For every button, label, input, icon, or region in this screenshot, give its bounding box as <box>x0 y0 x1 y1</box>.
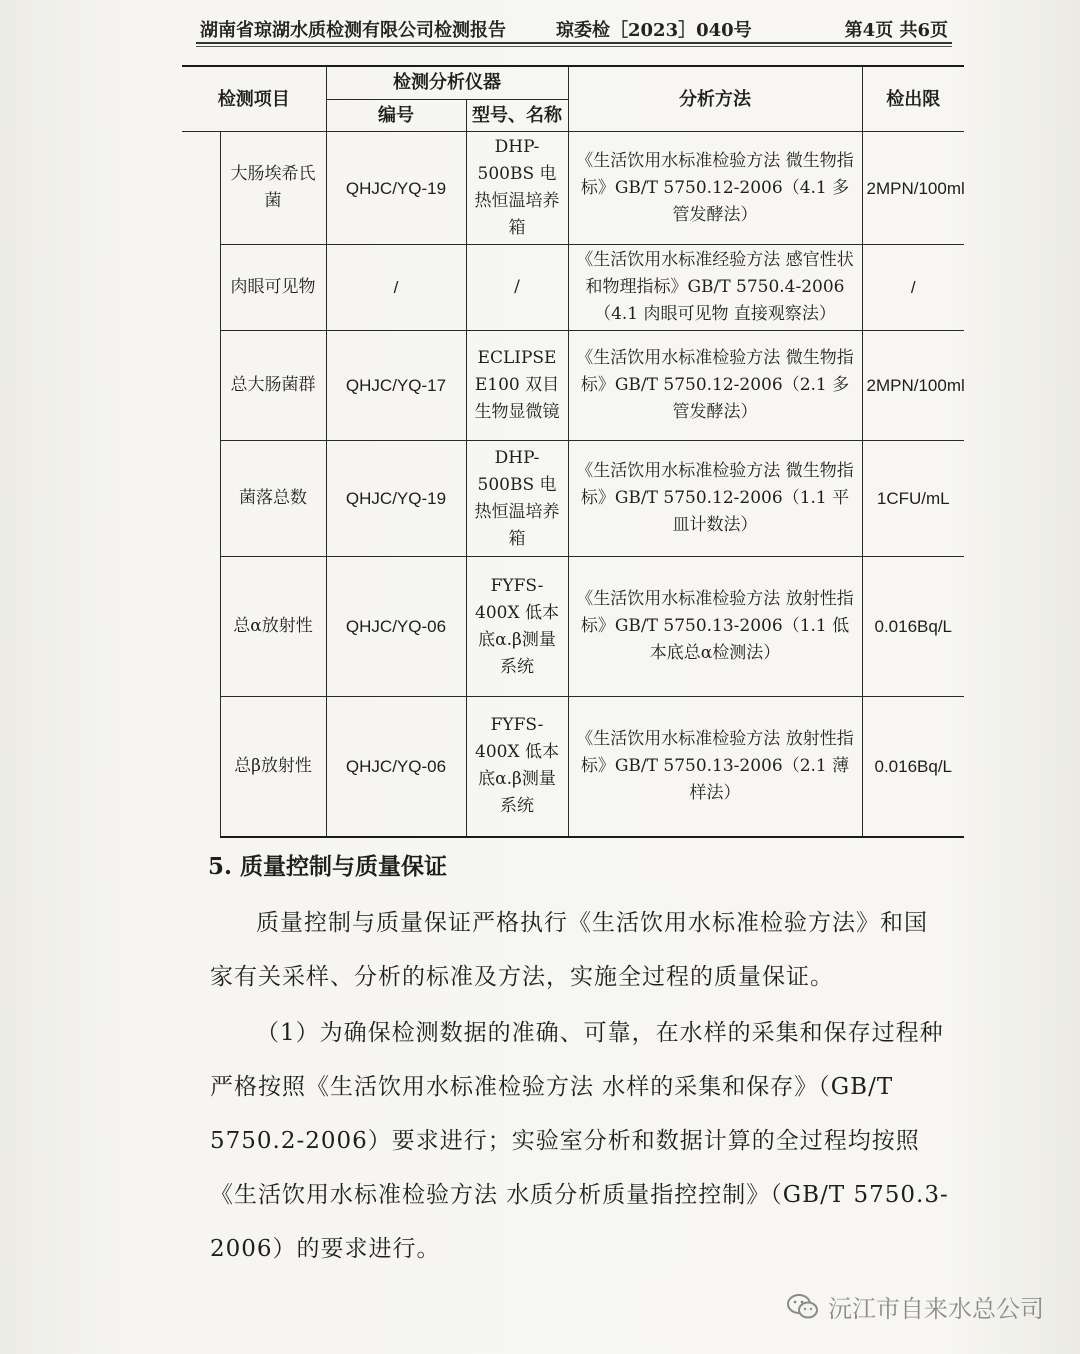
code-cell: QHJC/YQ-19 <box>326 441 466 557</box>
method-cell: 《生活饮用水标准检验方法 放射性指标》GB/T 5750.13-2006（1.1 低本底总α检测法） <box>568 557 862 697</box>
section-title: 5. 质量控制与质量保证 <box>208 853 448 880</box>
page-info: 第4页 共6页 <box>844 20 948 41</box>
limit-cell: / <box>862 245 964 331</box>
watermark <box>786 1289 1044 1324</box>
code-cell: QHJC/YQ-06 <box>326 697 466 837</box>
method-cell: 《生活饮用水标准检验方法 微生物指标》GB/T 5750.12-2006（2.1 多管发酵法） <box>568 331 862 441</box>
table-row <box>182 132 964 245</box>
model-cell: DHP-500BS 电热恒温培养箱 <box>466 132 568 245</box>
header-limit: 检出限 <box>862 66 964 132</box>
table-row <box>182 331 964 441</box>
code-cell: QHJC/YQ-17 <box>326 331 466 441</box>
report-number: 琼委检［2023］040号 <box>556 20 752 41</box>
code-cell: QHJC/YQ-19 <box>326 132 466 245</box>
limit-cell: 0.016Bq/L <box>862 697 964 837</box>
header-divider-thin <box>196 46 952 47</box>
method-cell: 《生活饮用水标准检验方法 放射性指标》GB/T 5750.13-2006（2.1 薄样法） <box>568 697 862 837</box>
table-row <box>182 441 964 557</box>
item-cell: 总大肠菌群 <box>220 331 326 441</box>
header-code: 编号 <box>326 99 466 132</box>
header-item: 检测项目 <box>182 66 326 132</box>
paragraph: （1）为确保检测数据的准确、可靠，在水样的采集和保存过程种严格按照《生活饮用水标准检验方法 水样的采集和保存》（GB/T 5750.2-2006）要求进行；实验室分析和数据计算的全过程均按照《生活饮用水标准检验方法 水质分析质量指控控制》（GB/T 5750.3-2006）的要求进行。 <box>210 1020 949 1262</box>
limit-cell: 2MPN/100ml <box>862 132 964 245</box>
header-divider <box>196 42 952 44</box>
table-row <box>182 557 964 697</box>
paragraph: 质量控制与质量保证严格执行《生活饮用水标准检验方法》和国家有关采样、分析的标准及方法，实施全过程的质量保证。 <box>210 910 928 990</box>
item-cell: 总β放射性 <box>220 697 326 837</box>
page-header <box>200 10 948 40</box>
wechat-icon <box>786 1293 820 1321</box>
item-cell: 肉眼可见物 <box>220 245 326 331</box>
model-cell: FYFS-400X 低本底α.β测量系统 <box>466 557 568 697</box>
code-cell: QHJC/YQ-06 <box>326 557 466 697</box>
company-title: 湖南省琼湖水质检测有限公司检测报告 <box>200 20 506 41</box>
item-cell: 菌落总数 <box>220 441 326 557</box>
table-row <box>182 245 964 331</box>
limit-cell: 1CFU/mL <box>862 441 964 557</box>
model-cell: FYFS-400X 低本底α.β测量系统 <box>466 697 568 837</box>
item-cell: 大肠埃希氏菌 <box>220 132 326 245</box>
table-row <box>182 697 964 837</box>
row-indent <box>182 132 220 837</box>
code-cell: / <box>326 245 466 331</box>
model-cell: DHP-500BS 电热恒温培养箱 <box>466 441 568 557</box>
limit-cell: 0.016Bq/L <box>862 557 964 697</box>
model-cell: / <box>466 245 568 331</box>
item-cell: 总α放射性 <box>220 557 326 697</box>
limit-cell: 2MPN/100ml <box>862 331 964 441</box>
test-method-table <box>182 65 964 838</box>
method-cell: 《生活饮用水标准检验方法 微生物指标》GB/T 5750.12-2006（4.1 多管发酵法） <box>568 132 862 245</box>
header-model: 型号、名称 <box>466 99 568 132</box>
watermark-text: 沅江市自来水总公司 <box>828 1295 1044 1323</box>
header-instrument: 检测分析仪器 <box>326 66 568 99</box>
header-method: 分析方法 <box>568 66 862 132</box>
method-cell: 《生活饮用水标准检验方法 微生物指标》GB/T 5750.12-2006（1.1 平皿计数法） <box>568 441 862 557</box>
method-cell: 《生活饮用水标准经验方法 感官性状和物理指标》GB/T 5750.4-2006（4.1 肉眼可见物 直接观察法） <box>568 245 862 331</box>
model-cell: ECLIPSE E100 双目生物显微镜 <box>466 331 568 441</box>
